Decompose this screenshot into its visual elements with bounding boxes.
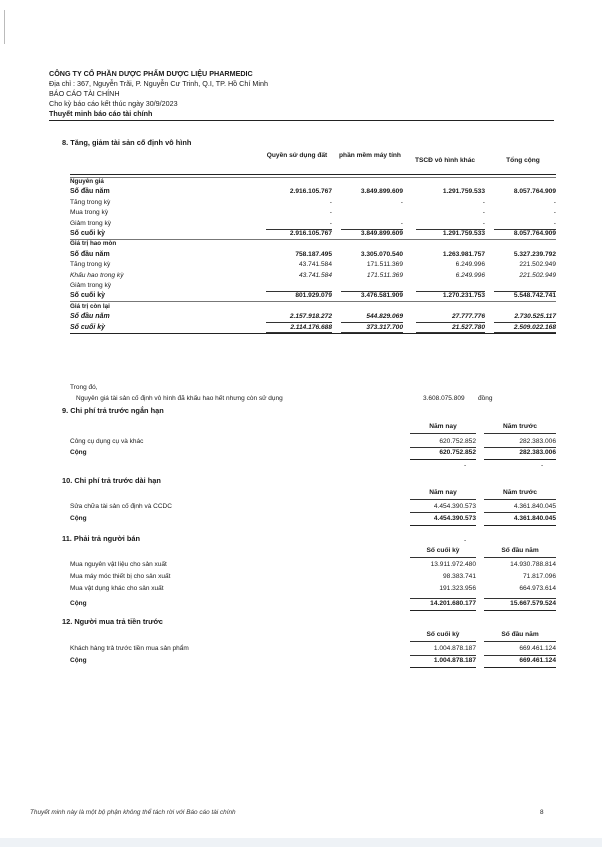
s9-col2: Năm trước xyxy=(502,423,537,430)
table-8-group-rule xyxy=(70,301,556,302)
note-value: 3.608.075.809 xyxy=(423,395,465,402)
s12-row-v2: 669.461.124 xyxy=(519,645,556,652)
note-label: Trong đó, xyxy=(70,384,98,391)
table-8-row-label: Tăng trong kỳ xyxy=(70,198,111,206)
table-8-cell: 373.317.700 xyxy=(366,323,403,331)
s9-total-rule1 xyxy=(410,447,476,448)
table-8-value-underline xyxy=(494,332,556,333)
company-name: CÔNG TY CỔ PHẦN DƯỢC PHẨM DƯỢC LIỆU PHARMEDIC xyxy=(49,69,253,78)
table-8-row-label: Giá trị hao mòn xyxy=(70,240,117,248)
section-8-title: 8. Tăng, giảm tài sản cố định vô hình xyxy=(62,138,192,147)
s12-total-rule2 xyxy=(484,655,556,656)
table-8-row-label: Số đầu năm xyxy=(70,188,110,196)
scan-bottom-band xyxy=(0,838,602,847)
table-8-cell: 1.270.231.753 xyxy=(442,292,485,300)
s12-col1: Số cuối kỳ xyxy=(426,631,460,638)
s12-row-label: Khách hàng trả trước tiền mua sản phẩm xyxy=(70,645,189,652)
s9-col1-rule xyxy=(410,433,476,434)
s12-col2-rule xyxy=(484,641,556,642)
s11-row-label: Mua máy móc thiết bị cho sản xuất xyxy=(70,573,171,581)
s9-col2-rule xyxy=(484,433,556,434)
s9-dash-1: - xyxy=(464,462,467,469)
table-8-top-rule xyxy=(70,174,556,175)
s10-row-label: Sửa chữa tài sản cố định và CCDC xyxy=(70,503,172,510)
scan-edge-mark xyxy=(4,10,5,44)
table-8-cell: 1.263.981.757 xyxy=(442,250,485,258)
table-8-cell: 8.057.764.909 xyxy=(513,230,556,237)
s10-row-v2: 4.361.840.045 xyxy=(513,503,556,510)
section-12-title: 12. Người mua trả tiền trước xyxy=(62,617,163,626)
page-number: 8 xyxy=(540,809,544,816)
company-address: Địa chỉ : 367, Nguyễn Trãi, P. Nguyễn Cư Trinh, Q.I, TP. Hồ Chí Minh xyxy=(49,79,268,88)
table-8-row-label: Mua trong kỳ xyxy=(70,209,109,217)
table-8-group-rule xyxy=(70,239,556,240)
s10-bottom-rule1 xyxy=(410,525,476,526)
s11-col2-rule xyxy=(484,557,556,558)
s12-total-v1: 1.004.878.187 xyxy=(433,657,476,664)
s12-total-rule1 xyxy=(410,655,476,656)
s11-col2: Số đầu năm xyxy=(501,547,539,554)
table-8-cell: 6.249.996 xyxy=(455,261,485,269)
s11-total-rule2 xyxy=(484,598,556,599)
table-8-value-underline xyxy=(266,332,332,333)
table-8-subtotal-rule xyxy=(341,291,403,292)
s9-row-label: Công cụ dụng cụ và khác xyxy=(70,438,144,445)
footer-note: Thuyết minh này là một bộ phận không thể tách rời với Báo cáo tài chính xyxy=(30,809,236,816)
table-8-cell: 2.916.105.767 xyxy=(289,188,332,196)
s10-row-v1: 4.454.390.573 xyxy=(433,503,476,510)
table-8-row-label: Số đầu năm xyxy=(70,250,110,258)
s10-col1-rule xyxy=(410,499,476,500)
s10-total-label: Cộng xyxy=(70,515,87,522)
table-8-row-label: Khấu hao trong kỳ xyxy=(70,271,124,279)
s9-bottom-rule1 xyxy=(410,459,476,460)
table-8-cell: 758.187.495 xyxy=(295,250,332,258)
table-8-row-label: Số cuối kỳ xyxy=(70,292,106,300)
table-8-row-label: Số đầu năm xyxy=(70,313,110,321)
s9-total-rule2 xyxy=(484,447,556,448)
s11-row-v1: 98.383.741 xyxy=(442,573,476,581)
table-8-cell: - xyxy=(482,209,485,217)
table-8-cell: 5.548.742.741 xyxy=(513,292,556,300)
table-8-cell: 43.741.584 xyxy=(298,261,332,269)
s10-col2: Năm trước xyxy=(502,489,537,496)
table-8-value-underline xyxy=(416,322,485,323)
table-8-cell: 1.291.759.533 xyxy=(442,230,485,237)
table-8-subtotal-rule xyxy=(266,291,332,292)
table-8-cell: - xyxy=(553,219,556,227)
s9-total-v2: 282.383.006 xyxy=(519,449,556,456)
table-8-cell: - xyxy=(553,198,556,206)
table-8-cell: 6.249.996 xyxy=(455,271,485,279)
table-8-cell: 3.849.899.609 xyxy=(360,230,403,237)
table-8-cell: 3.305.070.540 xyxy=(360,250,403,258)
note-text: Nguyên giá tài sản cố định vô hình đã khấu hao hết nhưng còn sử dụng xyxy=(76,395,283,402)
table-8-cell: 544.829.069 xyxy=(366,313,403,321)
table-8-cell: 2.730.525.117 xyxy=(514,313,556,321)
table-8-value-underline xyxy=(416,332,485,333)
s12-total-label: Cộng xyxy=(70,657,87,664)
table-8-cell: 43.741.584 xyxy=(298,271,332,279)
table-8-cell: 3.849.899.609 xyxy=(360,188,403,196)
s12-col2: Số đầu năm xyxy=(501,631,539,638)
table-8-row-label: Giá trị còn lại xyxy=(70,302,110,310)
s9-col1: Năm nay xyxy=(429,423,457,430)
col-header-software: phần mềm máy tính xyxy=(339,152,401,159)
table-8-group-rule xyxy=(70,177,556,178)
s9-bottom-rule2 xyxy=(484,459,556,460)
s10-total-rule1 xyxy=(410,512,476,513)
header-rule xyxy=(49,120,554,121)
report-title: BÁO CÁO TÀI CHÍNH xyxy=(49,89,120,98)
table-8-row-label: Giảm trong kỳ xyxy=(70,219,112,227)
table-8-value-underline xyxy=(341,332,403,333)
s11-row-v1: 191.323.956 xyxy=(439,585,476,593)
table-8-cell: 2.916.105.767 xyxy=(289,230,332,237)
s9-row-v1: 620.752.852 xyxy=(439,438,476,445)
s9-dash-2: - xyxy=(541,462,544,469)
s12-bottom-rule2 xyxy=(484,667,556,668)
table-8-cell: 171.511.369 xyxy=(366,271,403,279)
table-8-row-label: Nguyên giá xyxy=(70,178,104,185)
s11-row-label: Mua nguyên vật liệu cho sản xuất xyxy=(70,561,167,568)
s11-total-v1: 14.201.680.177 xyxy=(430,600,476,607)
col-header-other: TSCĐ vô hình khác xyxy=(414,157,476,164)
s9-total-v1: 620.752.852 xyxy=(439,449,476,456)
table-8-subtotal-rule xyxy=(266,229,332,230)
table-8-cell: 1.291.759.533 xyxy=(442,188,485,196)
table-8-cell: - xyxy=(482,198,485,206)
table-8-subtotal-rule xyxy=(416,229,485,230)
s11-total-v2: 15.667.579.524 xyxy=(510,600,556,607)
s11-row-v2: 14.930.788.814 xyxy=(510,561,556,568)
report-period: Cho kỳ báo cáo kết thúc ngày 30/9/2023 xyxy=(49,99,178,108)
s12-row-v1: 1.004.878.187 xyxy=(433,645,476,652)
s11-dash: - xyxy=(464,537,467,544)
s11-col1-rule xyxy=(410,557,476,558)
table-8-cell: - xyxy=(553,209,556,217)
table-8-cell: - xyxy=(329,198,332,206)
table-8-cell: - xyxy=(329,219,332,227)
s12-col1-rule xyxy=(410,641,476,642)
s10-bottom-rule2 xyxy=(484,525,556,526)
s11-total-label: Cộng xyxy=(70,600,87,607)
table-8-value-underline xyxy=(266,322,332,323)
table-8-subtotal-rule xyxy=(416,291,485,292)
section-9-title: 9. Chi phí trả trước ngắn hạn xyxy=(62,406,164,415)
table-8-subtotal-rule xyxy=(494,291,556,292)
s12-bottom-rule1 xyxy=(410,667,476,668)
s11-col1: Số cuối kỳ xyxy=(426,547,460,554)
table-8-bottom-rule xyxy=(70,333,556,334)
table-8-cell: - xyxy=(400,198,403,206)
table-8-cell: 2.114.176.688 xyxy=(290,323,332,331)
s10-total-rule2 xyxy=(484,512,556,513)
table-8-cell: - xyxy=(400,219,403,227)
col-header-land: Quyền sử dụng đất xyxy=(266,152,328,159)
table-8-cell: 3.476.581.909 xyxy=(360,292,403,300)
s11-row-v2: 71.817.096 xyxy=(522,573,556,581)
col-header-total: Tổng cộng xyxy=(506,157,540,164)
note-unit: đồng xyxy=(478,395,493,402)
s10-total-v1: 4.454.390.573 xyxy=(433,515,476,522)
table-8-row-label: Số cuối kỳ xyxy=(70,230,106,237)
table-8-value-underline xyxy=(341,322,403,323)
s11-bottom-rule2 xyxy=(484,610,556,611)
s10-col1: Năm nay xyxy=(429,489,457,496)
table-8-row-label: Số cuối kỳ xyxy=(70,323,106,331)
table-8-cell: 2.509.022.168 xyxy=(513,323,556,331)
s10-col2-rule xyxy=(484,499,556,500)
table-8-cell: 801.929.079 xyxy=(295,292,332,300)
table-8-value-underline xyxy=(494,322,556,323)
section-11-title: 11. Phải trả người bán xyxy=(62,534,140,543)
s11-bottom-rule1 xyxy=(410,610,476,611)
table-8-subtotal-rule xyxy=(341,229,403,230)
table-8-row-label: Tăng trong kỳ xyxy=(70,261,111,269)
table-8-cell: 171.511.369 xyxy=(366,261,403,269)
s11-row-v1: 13.911.972.480 xyxy=(430,561,476,568)
s11-row-label: Mua vật dụng khác cho sản xuất xyxy=(70,585,164,593)
s11-total-rule1 xyxy=(410,598,476,599)
table-8-subtotal-rule xyxy=(494,229,556,230)
table-8-cell: 8.057.764.909 xyxy=(513,188,556,196)
section-10-title: 10. Chi phí trả trước dài hạn xyxy=(62,476,161,485)
table-8-cell: 5.327.239.792 xyxy=(513,250,556,258)
table-8-row-label: Giảm trong kỳ xyxy=(70,282,112,289)
s9-total-label: Cộng xyxy=(70,449,87,456)
table-8-cell: 21.527.780 xyxy=(451,323,485,331)
table-8-cell: 221.502.949 xyxy=(519,271,556,279)
table-8-cell: 221.502.949 xyxy=(519,261,556,269)
s11-row-v2: 664.973.614 xyxy=(519,585,556,593)
s12-total-v2: 669.461.124 xyxy=(519,657,556,664)
table-8-cell: 2.157.918.272 xyxy=(289,313,332,321)
s9-row-v2: 282.383.006 xyxy=(519,438,556,445)
table-8-cell: 27.777.776 xyxy=(451,313,485,321)
table-8-cell: - xyxy=(329,209,332,217)
table-8-cell: - xyxy=(482,219,485,227)
s10-total-v2: 4.361.840.045 xyxy=(513,515,556,522)
notes-title: Thuyết minh báo cáo tài chính xyxy=(49,109,153,118)
